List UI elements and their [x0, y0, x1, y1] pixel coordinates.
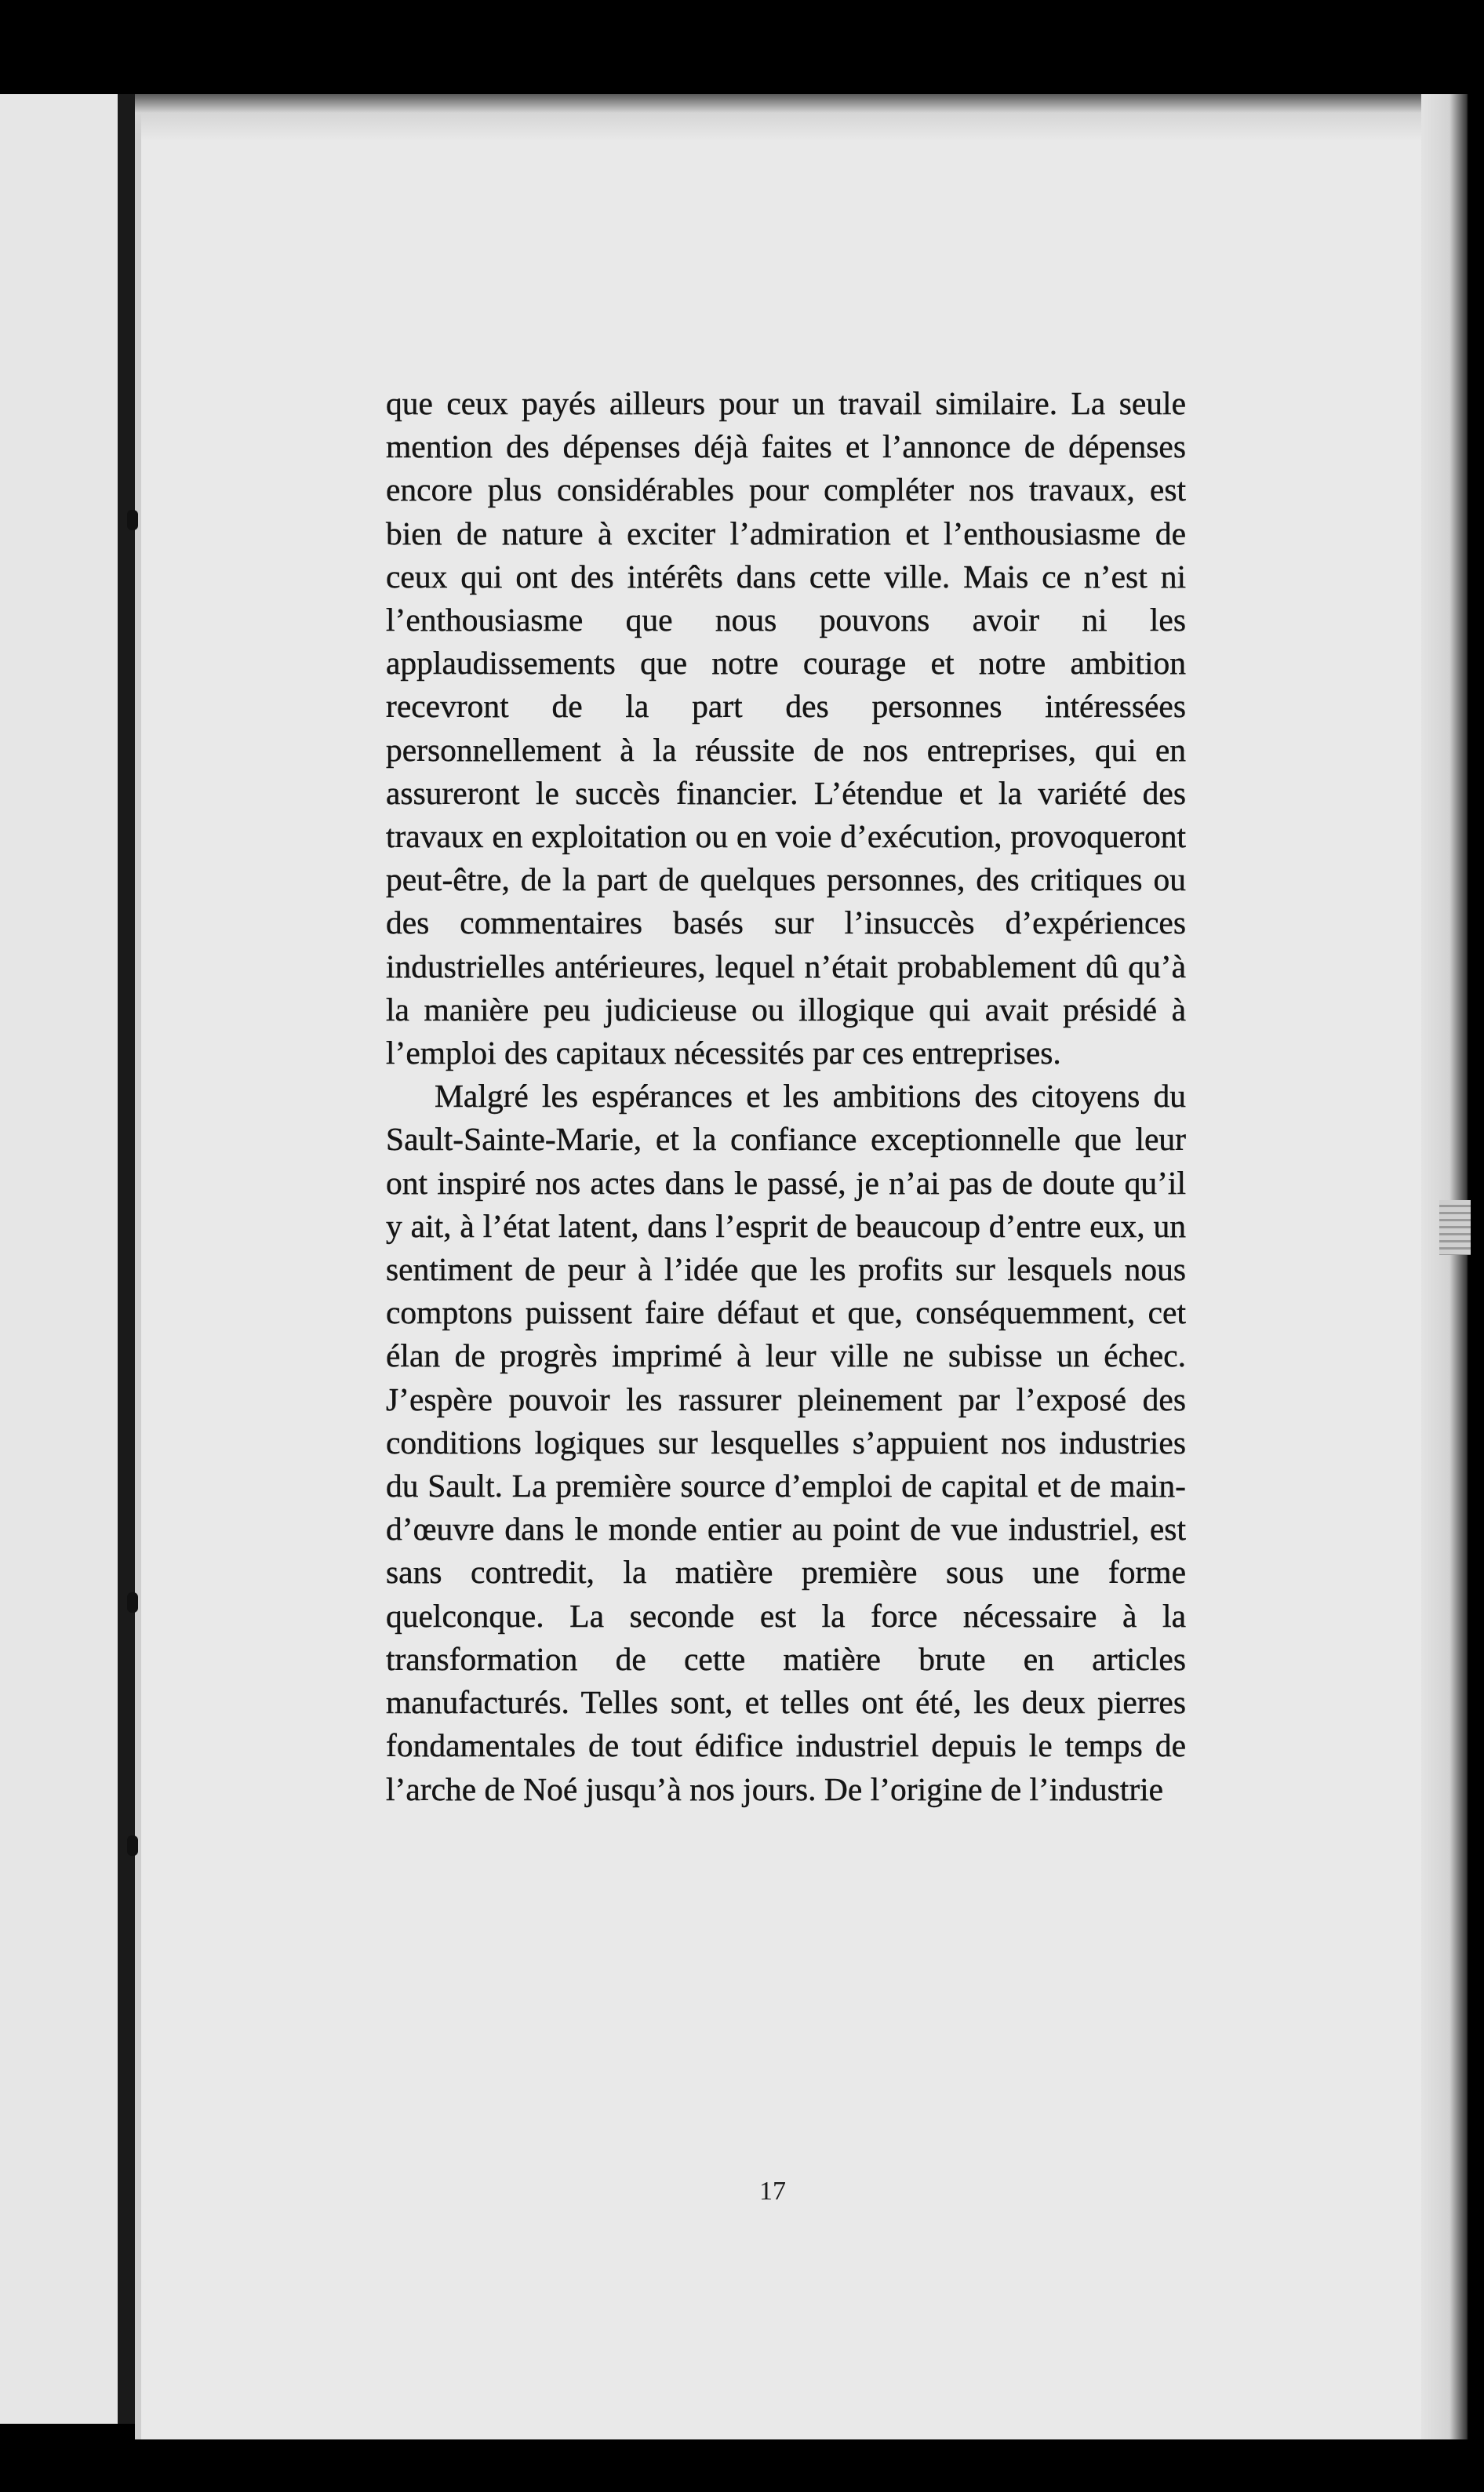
- page-number: 17: [759, 2177, 786, 2206]
- binding-gutter: [118, 94, 135, 2424]
- binding-thread-mark: [127, 510, 138, 530]
- binding-thread-mark: [127, 1835, 138, 1856]
- page-right-edge: [1421, 94, 1468, 2439]
- paragraph: que ceux payés ailleurs pour un travail similaire. La seule mention des dépenses déjà faites et l’annonce de dépenses encore plus considérables pour compléter nos travaux, est bien de nature à exciter l’admiration et l’enthousiasme de ceux qui ont des intérêts dans cette ville. Mais ce n’est ni l’enthousiasme que nous pouvons avoir ni les applaudissements que notre courage et notre ambition recevront de la part des personnes intéressées personnellement à la réussite de nos entreprises, qui en assureront le succès financier. L’étendue et la variété des travaux en exploitation ou en voie d’exécution, provoqueront peut-être, de la part de quelques personnes, des critiques ou des commentaires basés sur l’insuccès d’expériences industrielles antérieures, lequel n’était probablement dû qu’à la manière peu judicieuse ou illogique qui avait présidé à l’emploi des capitaux nécessités par ces entreprises.: [386, 385, 1186, 1071]
- page-edge-wear: [1439, 1200, 1471, 1255]
- paragraph: Malgré les espérances et les ambitions des citoyens du Sault-Sainte-Marie, et la confiance exceptionnelle que leur ont inspiré nos actes dans le passé, je n’ai pas de doute qu’il y ait, à l’état latent, dans l’esprit de beaucoup d’entre eux, un sentiment de peur à l’idée que les profits sur lesquels nous comptons puissent faire défaut et que, conséquemment, cet élan de progrès imprimé à leur ville ne subisse un échec. J’espère pouvoir les rassurer pleinement par l’exposé des conditions logiques sur lesquelles s’appuient nos industries du Sault. La première source d’emploi de capital et de main-d’œuvre dans le monde entier au point de vue industriel, est sans contredit, la matière première sous une forme quelconque. La seconde est la force nécessaire à la transformation de cette matière brute en articles manufacturés. Telles sont, et telles ont été, les deux pierres fondamentales de tout édifice industriel depuis le temps de l’arche de Noé jusqu’à nos jours. De l’origine de l’industrie: [386, 1078, 1186, 1807]
- body-text: [386, 382, 1186, 1811]
- binding-thread-mark: [127, 1592, 138, 1613]
- page-top-shadow: [135, 94, 1468, 141]
- previous-page-edge: [0, 94, 118, 2424]
